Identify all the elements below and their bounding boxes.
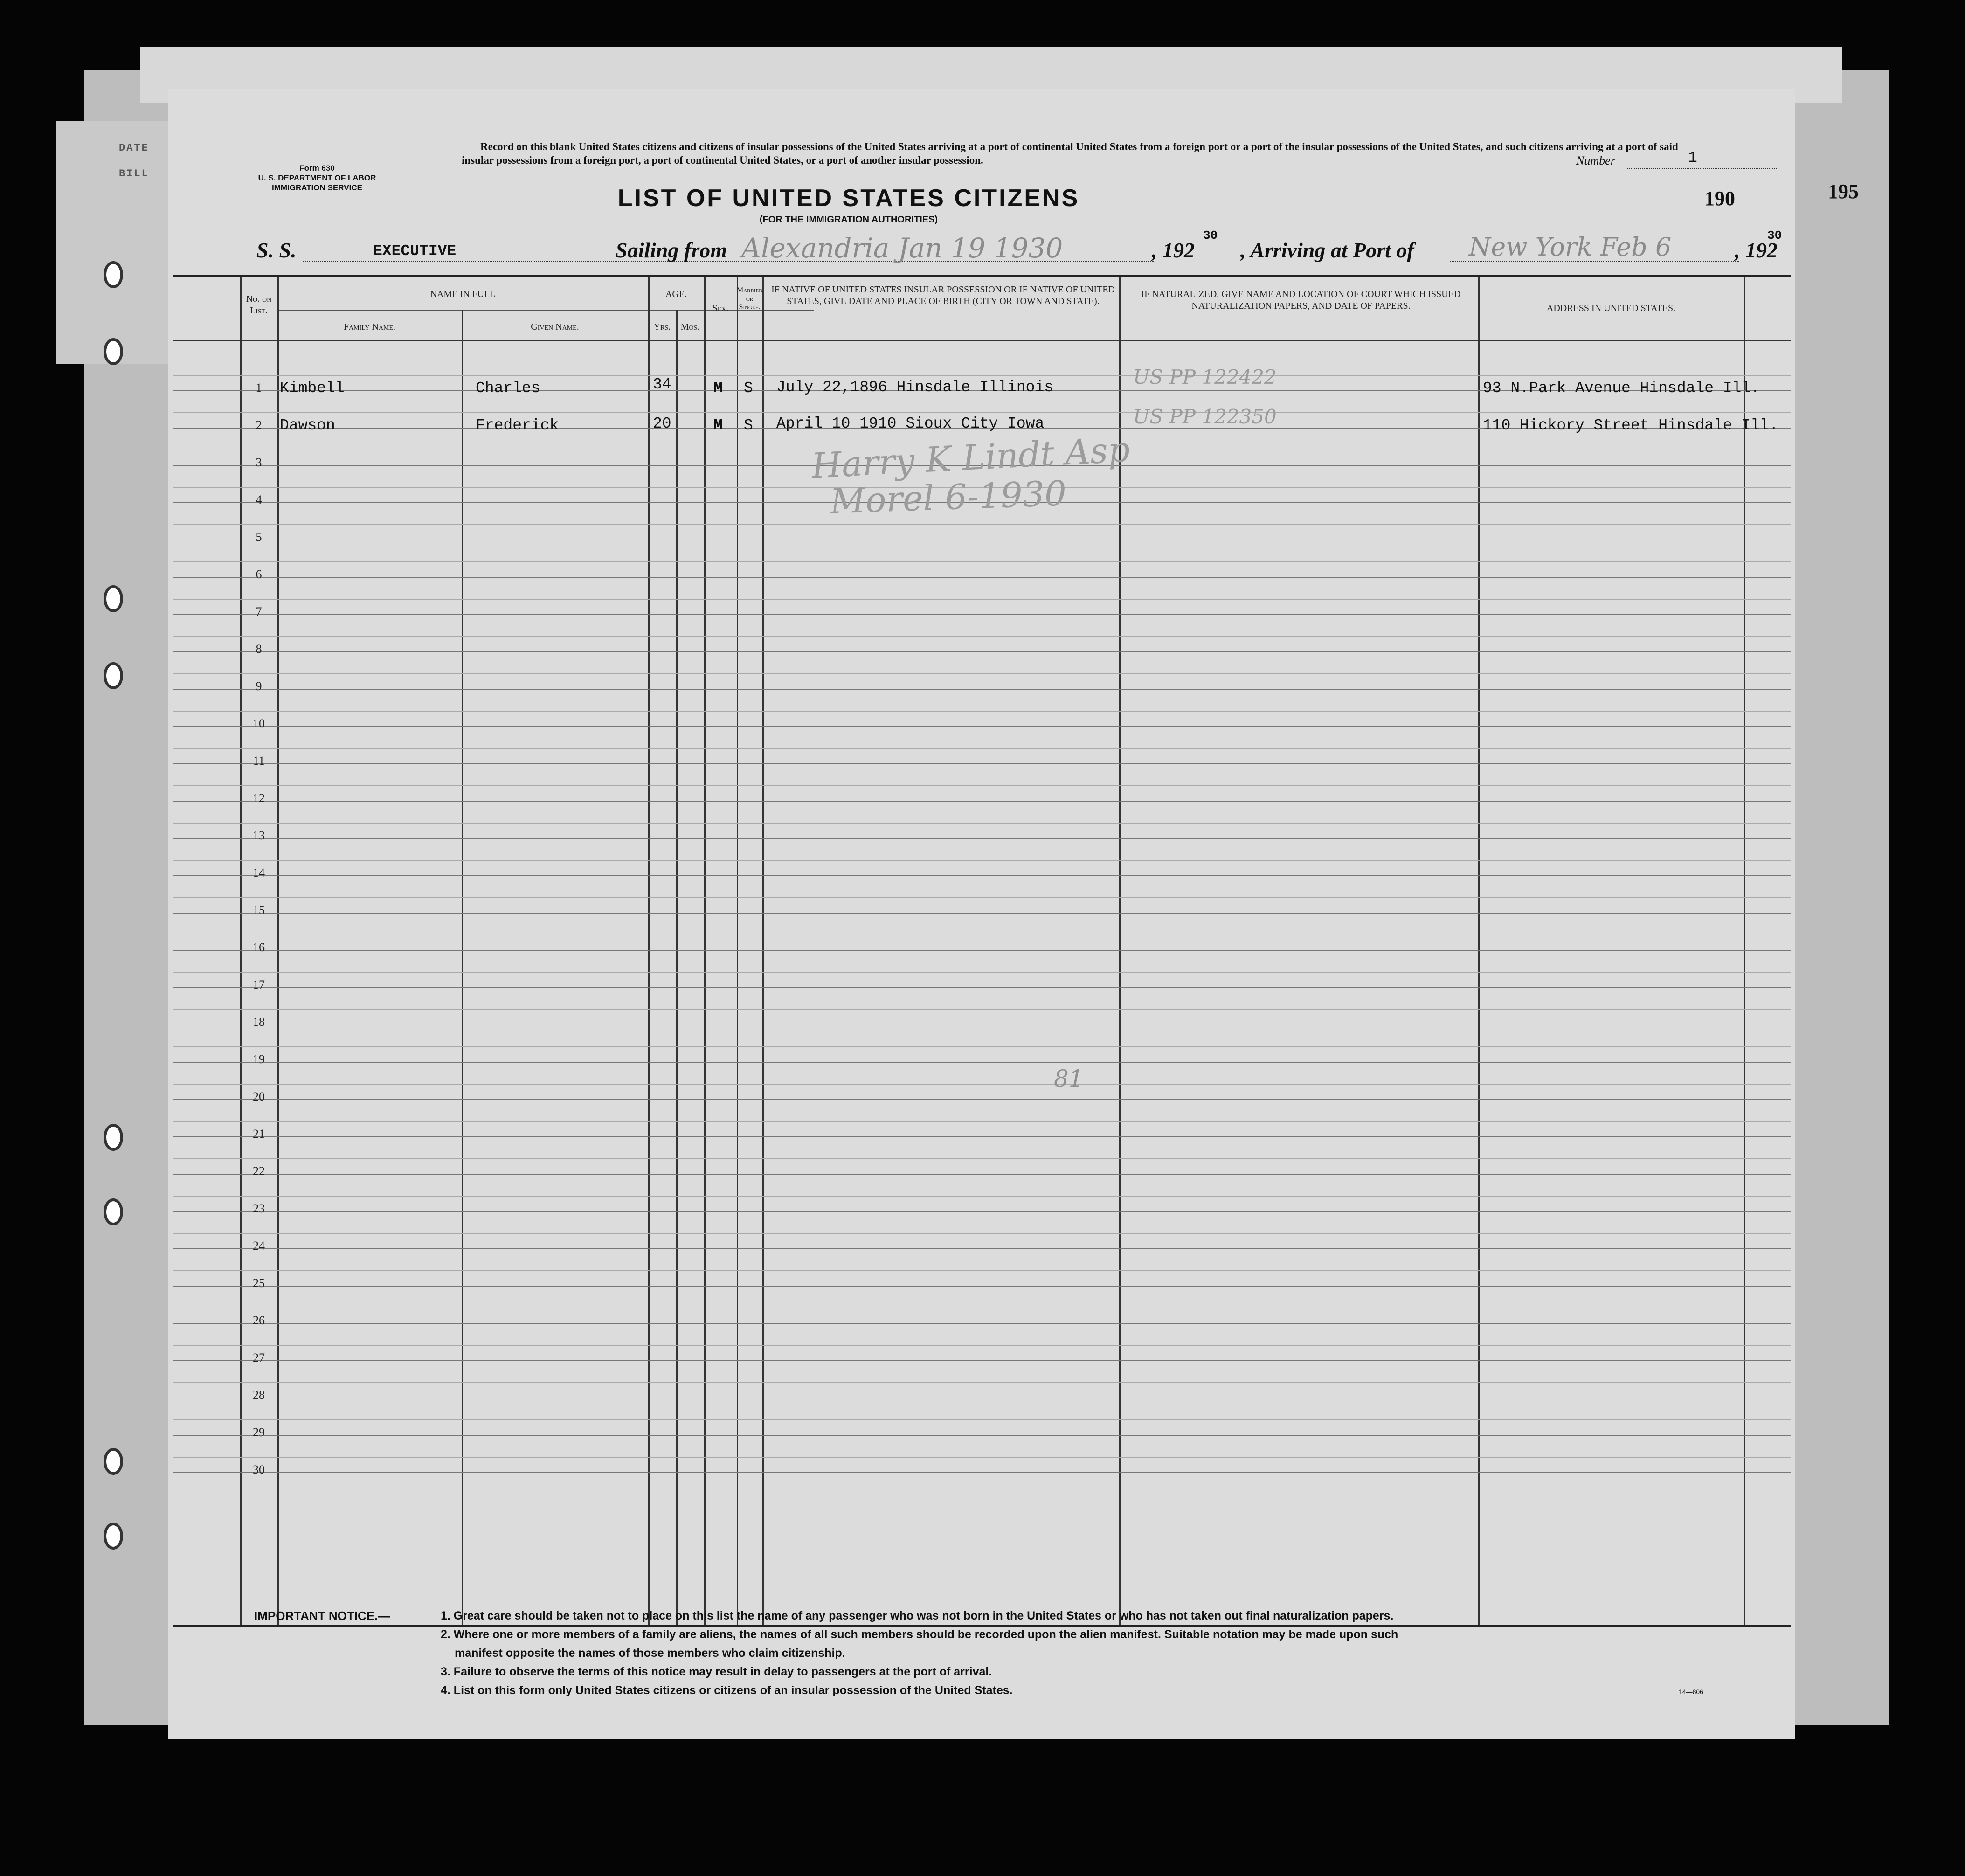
left-tab (56, 121, 177, 364)
row-subrule (173, 1196, 1791, 1197)
table-row (173, 366, 1791, 401)
service-name: IMMIGRATION SERVICE (272, 183, 362, 192)
row-subrule (173, 524, 1791, 525)
row-subrule (173, 1419, 1791, 1420)
form-subtitle: (FOR THE IMMIGRATION AUTHORITIES) (759, 215, 938, 225)
notice-label: IMPORTANT NOTICE.— (254, 1609, 390, 1623)
row-rule (173, 689, 1791, 690)
row-rule (173, 1211, 1791, 1212)
row-number: 20 (253, 1090, 265, 1103)
row-number: 26 (253, 1314, 265, 1327)
punch-hole (104, 338, 123, 365)
row-number: 17 (253, 978, 265, 991)
row-subrule (173, 1345, 1791, 1346)
header-age: AGE. (665, 289, 687, 299)
row-number: 29 (253, 1426, 265, 1439)
row-subrule (173, 860, 1791, 861)
passenger-family-name: Dawson (280, 417, 335, 434)
passenger-sex: M (713, 380, 723, 397)
manifest-page (168, 89, 1795, 1739)
row-rule (173, 913, 1791, 914)
row-number: 25 (253, 1276, 265, 1290)
row-number: 24 (253, 1239, 265, 1253)
voyage-line (168, 228, 1795, 270)
row-number: 12 (253, 791, 265, 805)
row-number: 3 (256, 456, 262, 469)
punch-hole (104, 1448, 123, 1475)
row-number: 4 (256, 493, 262, 506)
row-number: 6 (256, 568, 262, 581)
row-rule (173, 651, 1791, 652)
row-number: 18 (253, 1015, 265, 1029)
stamped-page-number: 190 (1704, 187, 1735, 210)
ss-label: S. S. (256, 238, 297, 262)
row-subrule (173, 897, 1791, 898)
header-family-name: Family Name. (343, 322, 396, 332)
row-subrule (173, 748, 1791, 749)
number-field (1576, 149, 1781, 173)
row-rule (173, 577, 1791, 578)
punch-hole (104, 1523, 123, 1550)
header-birth: IF NATIVE OF UNITED STATES INSULAR POSSESSION OR IF NATIVE OF UNITED STATES, GIVE DATE AND PLACE OF BIRTH (CITY OR TOWN AND STATE). (771, 284, 1115, 306)
punch-hole (104, 585, 123, 612)
row-subrule (173, 1233, 1791, 1234)
punch-hole (104, 662, 123, 689)
edge-label-date: DATE (119, 142, 149, 154)
edge-label-bill: BILL (119, 168, 149, 180)
ship-name: EXECUTIVE (373, 242, 457, 260)
row-rule (173, 1286, 1791, 1287)
row-subrule (173, 1009, 1791, 1010)
header-name-in-full: NAME IN FULL (430, 289, 496, 299)
row-subrule (173, 711, 1791, 712)
punch-hole (104, 1124, 123, 1151)
passenger-family-name: Kimbell (280, 380, 345, 397)
row-rule (173, 1248, 1791, 1249)
row-subrule (173, 636, 1791, 637)
row-rule (173, 875, 1791, 876)
passenger-given-name: Charles (476, 380, 540, 397)
row-number: 22 (253, 1164, 265, 1178)
header-no: No. on List. (246, 294, 272, 316)
row-number: 14 (253, 866, 265, 879)
row-number: 10 (253, 717, 265, 730)
outer-page-number: 195 (1828, 180, 1859, 203)
sailing-year-prefix: , 192 (1152, 238, 1195, 262)
passenger-naturalized: US PP 122350 (1133, 405, 1277, 428)
arriving-port-value: New York Feb 6 (1469, 232, 1672, 262)
row-rule (173, 614, 1791, 615)
notice-item-2-continued: manifest opposite the names of those members who claim citizenship. (455, 1647, 845, 1660)
notice-item-4: 4. List on this form only United States citizens or citizens of an insular possession of the United States. (441, 1684, 1013, 1697)
row-subrule (173, 785, 1791, 786)
header-married: Married or Single. (737, 286, 763, 311)
header-age-yrs: Yrs. (653, 322, 671, 332)
row-number: 1 (256, 381, 262, 395)
notice-item-2: 2. Where one or more members of a family are aliens, the names of all such members should be recorded upon the alien manifest. Suitable notation may be made upon such (441, 1628, 1398, 1641)
row-subrule (173, 823, 1791, 824)
punch-hole (104, 1198, 123, 1225)
header-given-name: Given Name. (531, 322, 579, 332)
row-rule (173, 1174, 1791, 1175)
print-code: 14—806 (1679, 1688, 1703, 1696)
passenger-age-yrs: 20 (653, 415, 671, 432)
row-rule (173, 838, 1791, 839)
row-number: 28 (253, 1388, 265, 1402)
table-row (173, 405, 1791, 438)
row-number: 7 (256, 605, 262, 618)
department-name: U. S. DEPARTMENT OF LABOR (258, 173, 376, 182)
row-number: 21 (253, 1127, 265, 1141)
header-age-mos: Mos. (680, 322, 700, 332)
row-subrule (173, 972, 1791, 973)
row-rule (173, 1062, 1791, 1063)
passenger-sex: M (713, 417, 723, 434)
row-rule (173, 1099, 1791, 1100)
row-number: 16 (253, 941, 265, 954)
form-instruction: Record on this blank United States citizens and citizens of insular possessions of the United States arriving at a port of continental United States from a foreign port or a port of the insular possessions of the United States, and such citizens arriving at a port of said insular possessions from a foreign port, a port of continental United States, or a port of another insular possession. (462, 141, 1678, 166)
row-rule (173, 726, 1791, 727)
form-number: Form 630 (299, 164, 335, 173)
row-number: 15 (253, 903, 265, 917)
passenger-address: 93 N.Park Avenue Hinsdale Ill. (1483, 380, 1760, 397)
row-rule (173, 1136, 1791, 1137)
passenger-age-yrs: 34 (653, 376, 671, 393)
passenger-birth: April 10 1910 Sioux City Iowa (776, 415, 1045, 432)
sailing-from-value: Alexandria Jan 19 1930 (741, 232, 1063, 264)
row-rule (173, 950, 1791, 951)
row-number: 23 (253, 1202, 265, 1215)
row-subrule (173, 1158, 1791, 1159)
row-subrule (173, 1046, 1791, 1047)
row-number: 11 (253, 754, 265, 768)
sailing-from-label: Sailing from (616, 238, 727, 262)
row-subrule (173, 1084, 1791, 1085)
row-rule (173, 763, 1791, 764)
row-subrule (173, 599, 1791, 600)
passenger-marital: S (744, 417, 753, 434)
sailing-year-suffix: 30 (1203, 228, 1218, 242)
row-subrule (173, 561, 1791, 562)
number-value: 1 (1688, 149, 1697, 166)
row-number: 5 (256, 530, 262, 544)
row-number: 30 (253, 1463, 265, 1476)
manifest-table (173, 275, 1791, 1627)
passenger-address: 110 Hickory Street Hinsdale Ill. (1483, 417, 1778, 434)
row-subrule (173, 1270, 1791, 1271)
passenger-birth: July 22,1896 Hinsdale Illinois (776, 379, 1054, 396)
notice-item-3: 3. Failure to observe the terms of this notice may result in delay to passengers at the port of arrival. (441, 1665, 992, 1678)
row-number: 2 (256, 418, 262, 432)
arriving-year-suffix: 30 (1767, 228, 1782, 242)
arriving-label: , Arriving at Port of (1240, 238, 1414, 262)
row-subrule (173, 375, 1791, 376)
handwritten-date: Morel 6-1930 (829, 473, 1067, 522)
passenger-marital: S (744, 380, 753, 397)
row-subrule (173, 1382, 1791, 1383)
row-rule (173, 1435, 1791, 1436)
passenger-given-name: Frederick (476, 417, 559, 434)
row-subrule (173, 1457, 1791, 1458)
punch-hole (104, 261, 123, 288)
form-title: LIST OF UNITED STATES CITIZENS (617, 185, 1080, 212)
row-number: 9 (256, 679, 262, 693)
row-rule (173, 1360, 1791, 1361)
header-sex: Sex. (712, 303, 729, 313)
row-rule (173, 1472, 1791, 1473)
row-rule (173, 1323, 1791, 1324)
handwritten-signature: Harry K Lindt Asp (810, 429, 1131, 486)
row-number: 27 (253, 1351, 265, 1364)
arriving-year-prefix: , 192 (1735, 238, 1778, 262)
passenger-naturalized: US PP 122422 (1133, 366, 1277, 388)
header-address: ADDRESS IN UNITED STATES. (1546, 303, 1676, 313)
row-number: 8 (256, 642, 262, 656)
row-number: 13 (253, 829, 265, 842)
row-rule (173, 801, 1791, 802)
notice-item-1: 1. Great care should be taken not to place on this list the name of any passenger who was not born in the United States or who has not taken out final naturalization papers. (441, 1609, 1394, 1622)
row-number: 19 (253, 1052, 265, 1066)
header-naturalized: IF NATURALIZED, GIVE NAME AND LOCATION OF COURT WHICH ISSUED NATURALIZATION PAPERS, AND DATE OF PAPERS. (1141, 289, 1461, 311)
row-rule (173, 987, 1791, 988)
row-subrule (173, 1121, 1791, 1122)
handwritten-number: 81 (1054, 1065, 1084, 1092)
row-subrule (173, 673, 1791, 674)
row-subrule (173, 412, 1791, 413)
number-label: Number (1576, 154, 1615, 167)
